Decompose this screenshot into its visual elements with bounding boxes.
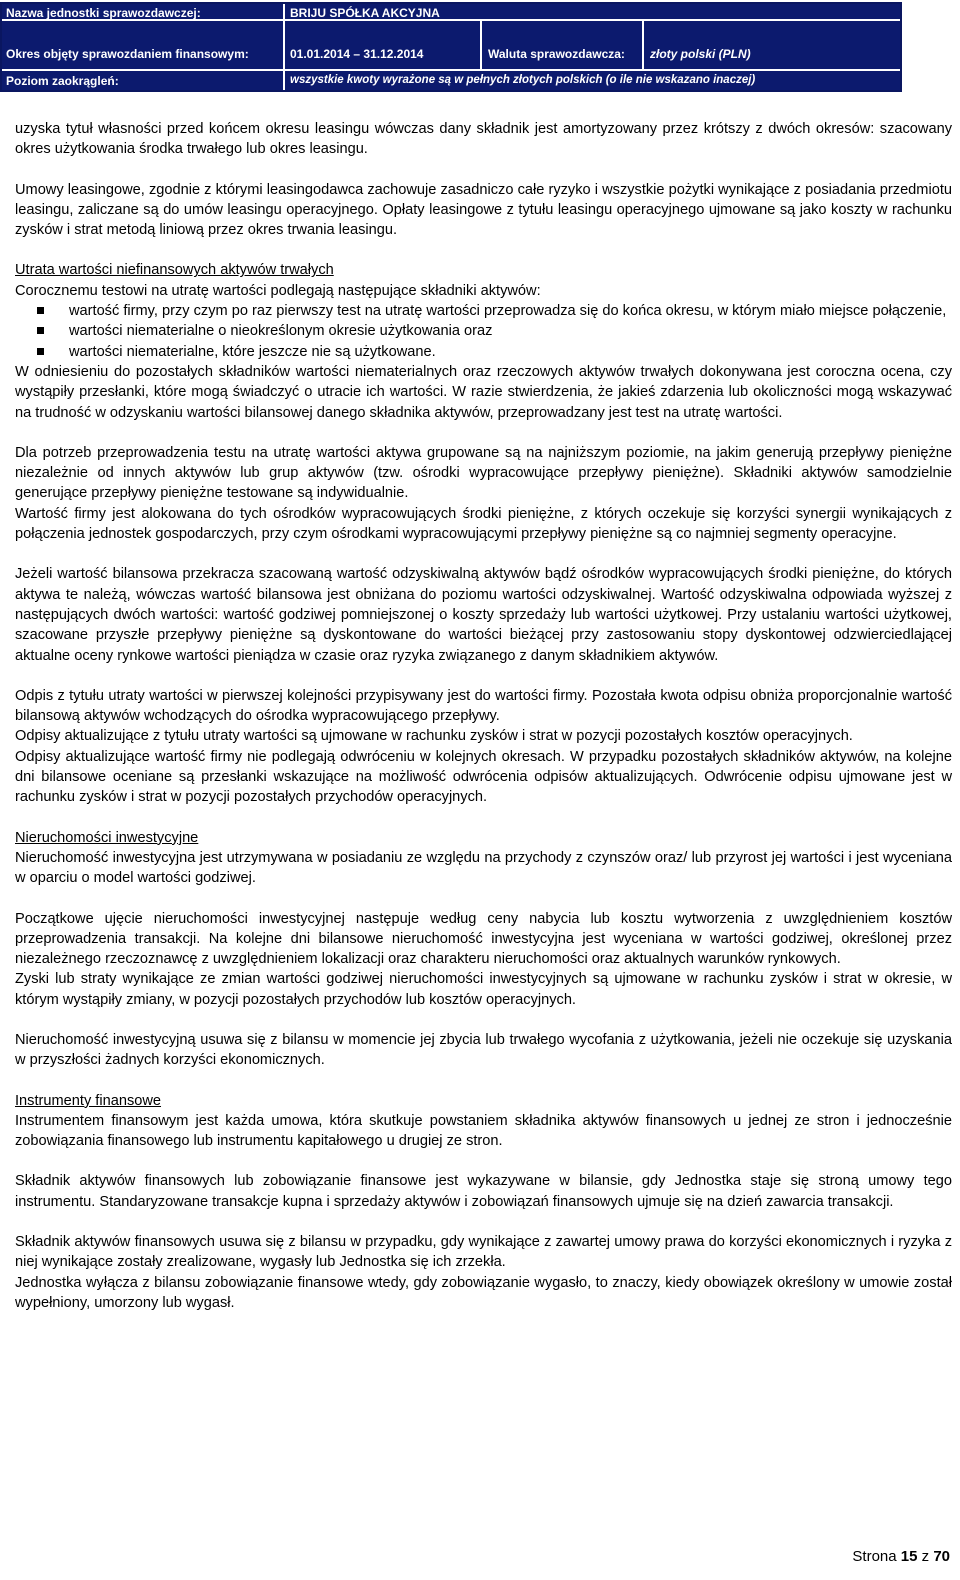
header-row-rounding [2,71,900,90]
header-row-entity [2,4,900,21]
list-item: wartości niematerialne o nieokreślonym okresie użytkowania oraz [15,321,952,341]
entity-value: BRIJU SPÓŁKA AKCYJNA [290,6,440,20]
paragraph: Corocznemu testowi na utratę wartości podlegają następujące składniki aktywów: [15,282,541,299]
report-header-table [0,2,902,92]
column-divider [642,21,644,69]
entity-label: Nazwa jednostki sprawozdawczej: [6,6,201,20]
column-divider [283,71,285,90]
header-row-period [2,21,900,71]
currency-label: Waluta sprawozdawcza: [488,47,625,61]
section-heading-financial-instruments: Instrumenty finansowe [15,1092,162,1109]
document-body [15,119,952,1313]
paragraph: Odpis z tytułu utraty wartości w pierwszej kolejności przypisywany jest do wartości firmy. Pozostała kwota odpisu obniża proporcjonalnie wartość bilansową aktywów wchodzących do ośrodka wypracowującego przepływy. [15,687,952,725]
paragraph: Składnik aktywów finansowych lub zobowiązanie finansowe jest wykazywane w bilansie, gdy Jednostka staje się stroną umowy tego instrumentu. Standaryzowane transakcje kupna i sprzedaży aktywów i zobowiązań finansowych ujmuje się na dzień zawarcia transakcji. [15,1173,952,1210]
paragraph: W odniesieniu do pozostałych składników wartości niematerialnych oraz rzeczowych aktywów trwałych dokonywana jest coroczna ocena, czy wystąpiły przesłanki, które mogą świadczyć o utracie ich wartości. W razie stwierdzenia, że jakieś zdarzenia lub okoliczności mogą wskazywać na trudność w odzyskaniu wartości bilansowej danego składnika aktywów, przeprowadzany jest test na utratę wartości. [15,363,952,421]
paragraph: Składnik aktywów finansowych usuwa się z bilansu w przypadku, gdy wynikające z zawartej umowy prawa do korzyści ekonomicznych i ryzyka z niej wynikające zostały zrealizowane, wygasły lub Jednostka się ich zrzekła. [15,1234,952,1271]
paragraph: Umowy leasingowe, zgodnie z którymi leasingodawca zachowuje zasadniczo całe ryzyko i wszystkie pożytki wynikające z posiadania przedmiotu leasingu, zaliczane są do umów leasingu operacyjnego. Opłaty leasingowe z tytułu leasingu operacyjnego ujmowane są jako koszty w rachunku zysków i strat metodą liniową przez okres trwania leasingu. [15,181,952,239]
period-label: Okres objęty sprawozdaniem finansowym: [6,47,249,61]
paragraph: Odpisy aktualizujące z tytułu utraty wartości są ujmowane w rachunku zysków i strat w pozycji pozostałych kosztów operacyjnych. [15,728,853,745]
column-divider [283,4,285,19]
list-item: wartość firmy, przy czym po raz pierwszy test na utratę wartości przeprowadza się do końca okresu, w którym miało miejsce połączenie, [15,301,952,321]
page-label: Strona [852,1548,897,1565]
paragraph: Nieruchomość inwestycyjną usuwa się z bilansu w momencie jej zbycia lub trwałego wycofania z użytkowania, jeżeli nie oczekuje się uzyskania w przyszłości żadnych korzyści ekonomicznych. [15,1031,952,1069]
paragraph: uzyska tytuł własności przed końcem okresu leasingu wówczas dany składnik jest amortyzowany przez krótszy z dwóch okresów: szacowany okres użytkowania środka trwałego lub okres leasingu. [15,121,952,158]
paragraph: Nieruchomość inwestycyjna jest utrzymywana w posiadaniu ze względu na przychody z czynszów oraz/ lub przyrost jej wartości i jest wyceniana w oparciu o model wartości godziwej. [15,849,952,887]
paragraph: Jednostka wyłącza z bilansu zobowiązanie finansowe wtedy, gdy zobowiązanie wygasło, to znaczy, kiedy obowiązek określony w umowie został wypełniony, umorzony lub wygasł. [15,1274,952,1311]
paragraph: Instrumentem finansowym jest każda umowa, która skutkuje powstaniem składnika aktywów finansowych u jednej ze stron i jednocześnie zobowiązania finansowego lub instrumentu kapitałowego u drugiej ze stron. [15,1112,952,1150]
currency-value: złoty polski (PLN) [650,47,751,61]
paragraph: Początkowe ujęcie nieruchomości inwestycyjnej następuje według ceny nabycia lub kosztu wytworzenia z uwzględnieniem kosztów przeprowadzenia transakcji. Na kolejne dni bilansowe nieruchomość inwestycyjna jest wyceniana w wartości godziwej, określonej przez niezależnego rzeczoznawcę z uwzględnieniem lokalizacji oraz charakteru nieruchomości oraz aktualnych warunków rynkowych. [15,910,952,968]
paragraph: Odpisy aktualizujące wartość firmy nie podlegają odwróceniu w kolejnych okresach. W przypadku pozostałych składników aktywów, na kolejne dni bilansowe oceniane są przesłanki wskazujące na możliwość odwrócenia odpisów aktualizujących. Odwrócenie odpisu ujmowane jest w rachunku zysków i strat w pozycji pozostałych przychodów operacyjnych. [15,748,952,806]
section-heading-investment-property: Nieruchomości inwestycyjne [15,829,199,846]
page-number: 15 [900,1548,918,1565]
paragraph: Dla potrzeb przeprowadzenia testu na utratę wartości aktywa grupowane są na najniższym poziomie, na jakim generują przepływy pieniężne niezależnie od innych aktywów lub grup aktywów (tzw. ośrodki wypracowujące przepływy pieniężne). Składniki aktywów samodzielnie generujące przepływy pieniężne testowane są indywidualnie. [15,444,952,502]
column-divider [480,21,482,69]
rounding-value: wszystkie kwoty wyrażone są w pełnych złotych polskich (o ile nie wskazano inaczej) [290,74,756,86]
column-divider [283,21,285,69]
section-heading-impairment: Utrata wartości niefinansowych aktywów trwałych [15,262,334,279]
page-of-label: z [921,1548,930,1565]
bullet-list [15,301,952,362]
page-footer [852,1548,950,1565]
rounding-label: Poziom zaokrągleń: [6,74,119,88]
paragraph: Wartość firmy jest alokowana do tych ośrodków wypracowujących środki pieniężne, z których oczekuje się korzyści synergii wynikających z połączenia jednostek gospodarczych, przy czym ośrodkami wypracowującymi przepływy pieniężne są co najmniej segmenty operacyjne. [15,505,952,543]
page-total: 70 [933,1548,950,1565]
period-value: 01.01.2014 – 31.12.2014 [290,47,424,61]
paragraph: Zyski lub straty wynikające ze zmian wartości godziwej nieruchomości inwestycyjnych są ujmowane w rachunku zysków i strat w okresie, w którym wystąpiły zmiany, w pozycji pozostałych przychodów lub kosztów operacyjnych. [15,971,952,1008]
list-item: wartości niematerialne, które jeszcze nie są użytkowane. [15,342,952,362]
paragraph: Jeżeli wartość bilansowa przekracza szacowaną wartość odzyskiwalną aktywów bądź ośrodków wypracowujących środki pieniężne, do których aktywa te należą, wówczas wartość bilansowa jest obniżana do poziomu wartości odzyskiwalnej. Wartość odzyskiwalna odpowiada wyższej z następujących dwóch wartości: wartość godziwej pomniejszonej o koszty sprzedaży lub wartości użytkowej. Przy ustalaniu wartości użytkowej, szacowane przyszłe przepływy pieniężne są dyskontowane do wartości bieżącej przy zastosowaniu stopy dyskontowej odzwierciedlającej aktualne oceny rynkowe wartości pieniądza w czasie oraz ryzyka związanego z danym składnikiem aktywów. [15,566,952,664]
